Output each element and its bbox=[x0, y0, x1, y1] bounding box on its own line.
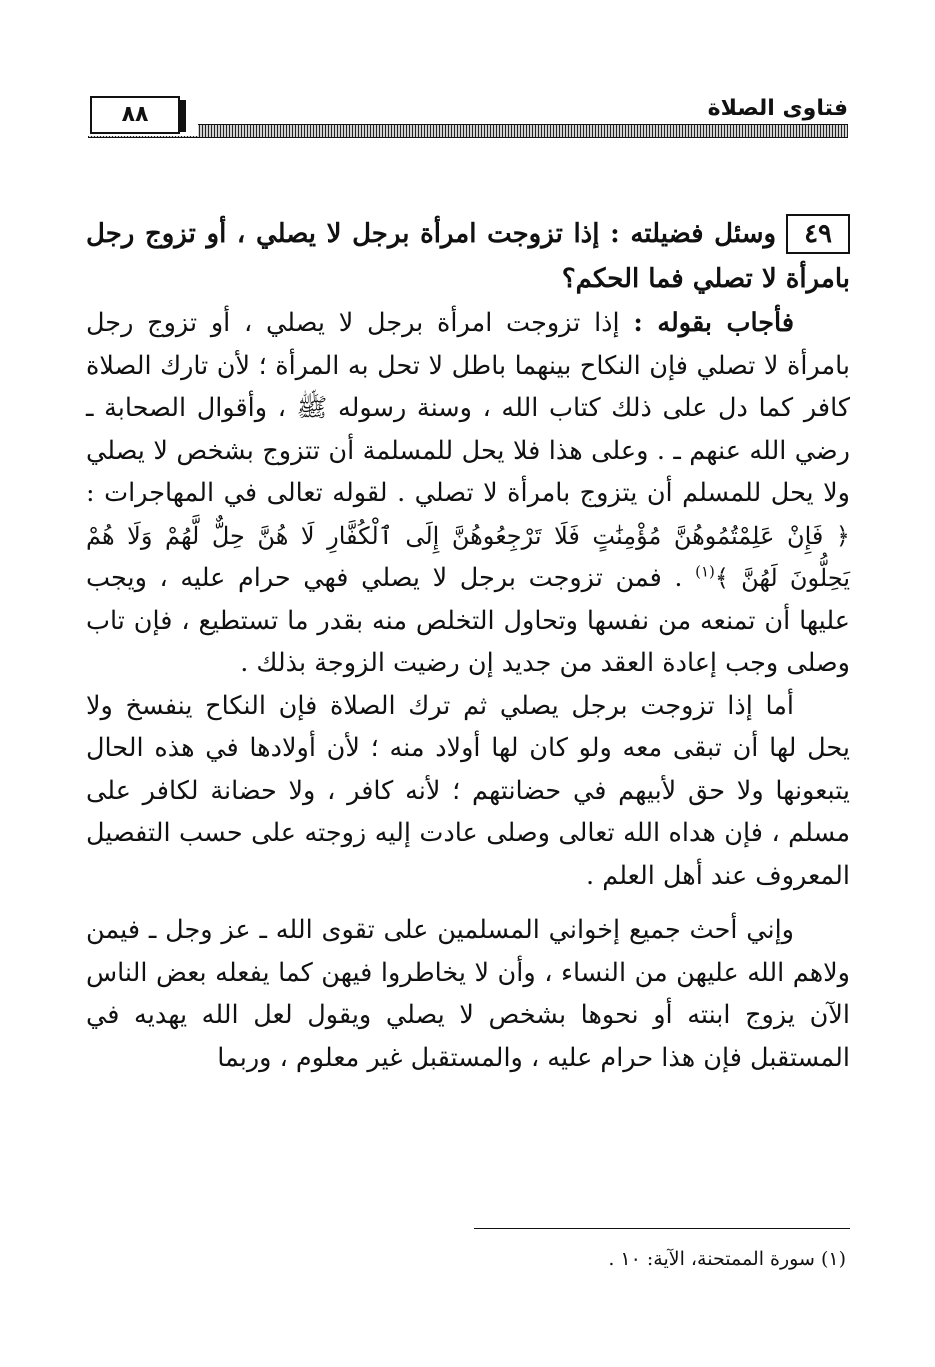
page-header bbox=[88, 94, 848, 140]
question-number: ٤٩ bbox=[786, 214, 850, 254]
footnote-reference: (١) bbox=[695, 562, 715, 581]
footnote: (١) سورة الممتحنة، الآية: ١٠ . bbox=[608, 1248, 846, 1270]
question-text: وسئل فضيلته : إذا تزوجت امرأة برجل لا يصلي ، أو تزوج رجل بامرأة لا تصلي فما الحكم؟ bbox=[86, 219, 850, 294]
page-number-frame bbox=[88, 94, 198, 136]
page-body bbox=[86, 212, 850, 1079]
answer-paragraph-3: وإني أحث جميع إخواني المسلمين على تقوى الله ـ عز وجل ـ فيمن ولاهم الله عليهن من النساء ، وأن لا يخاطروا فيهن كما يفعله بعض الناس الآن يزوج ابنته أو نحوها بشخص لا يصلي ويقول لعل الله يهديه في المستقبل فإن هذا حرام عليه ، والمستقبل غير معلوم ، وربما bbox=[86, 915, 850, 1073]
answer-text-1-continued: . فمن تزوجت برجل لا يصلي فهي حرام عليه ، ويجب عليها أن تمنعه من نفسها وتحاول التخلص منه بقدر ما تستطيع ، فإن تاب وصلى وجب إعادة العقد من جديد إن رضيت الزوجة بذلك . bbox=[86, 563, 850, 678]
answer-text-1: إذا تزوجت امرأة برجل لا يصلي ، أو تزوج رجل بامرأة لا تصلي فإن النكاح بينهما باطل لا تحل به المرأة ؛ لأن تارك الصلاة كافر كما دل على ذلك كتاب الله ، وسنة رسوله ﷺ ، وأقوال الصحابة ـ رضي الله عنهم ـ . وعلى هذا فلا يحل للمسلمة أن تتزوج بشخص لا يصلي ولا يحل للمسلم أن يتزوج بامرأة لا تصلي . لقوله تعالى في المهاجرات : bbox=[86, 308, 850, 508]
book-title: فتاوى الصلاة bbox=[700, 94, 848, 124]
quran-verse: ﴿ فَإِنْ عَلِمْتُمُوهُنَّ مُؤْمِنَٰتٍ فَلَا تَرْجِعُوهُنَّ إِلَى ٱلْكُفَّارِ لَا هُنَّ حِلٌّ لَّهُمْ وَلَا هُمْ يَحِلُّونَ لَهُنَّ ﴾ bbox=[86, 521, 851, 592]
page-number-bar bbox=[180, 100, 186, 132]
page-number: ٨٨ bbox=[90, 96, 180, 134]
answer-paragraph-2: أما إذا تزوجت برجل يصلي ثم ترك الصلاة فإن النكاح ينفسخ ولا يحل لها أن تبقى معه ولو كان لها أولاد منه ؛ لأن أولادها في هذه الحال يتبعونها ولا حق لأبيهم في حضانتهم ؛ لأنه كافر ، ولا حضانة لكافر على مسلم ، فإن هداه الله تعالى وصلى عادت إليه زوجته على حسب التفصيل المعروف عند أهل العلم . bbox=[86, 690, 850, 891]
answer-paragraph-1 bbox=[86, 302, 850, 685]
answer-lead: فأجاب بقوله : bbox=[633, 308, 795, 338]
header-rule bbox=[88, 124, 848, 138]
footnote-divider bbox=[474, 1228, 850, 1229]
question bbox=[86, 212, 850, 302]
